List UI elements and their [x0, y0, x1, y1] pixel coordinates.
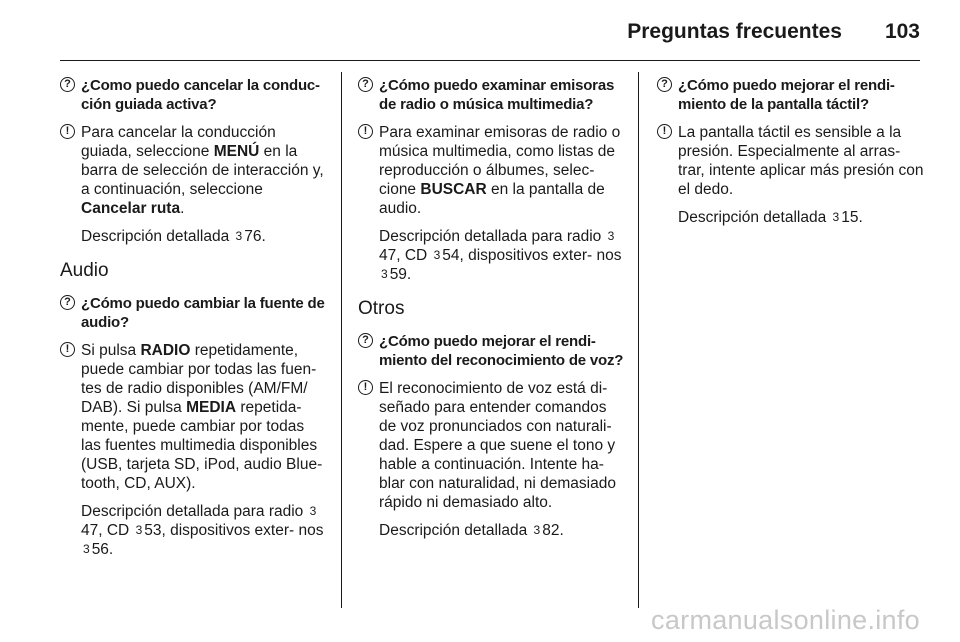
page-number: 103 [884, 20, 920, 43]
question-text: ¿Cómo puedo mejorar el rendi- miento de la pantalla táctil? [678, 77, 895, 113]
page-reference-icon: 3 [832, 210, 840, 224]
faq-question [657, 76, 925, 114]
question-icon: ? [60, 295, 75, 310]
question-text: ¿Cómo puedo cambiar la fuente de audio? [81, 295, 325, 331]
page-reference-icon: 3 [607, 229, 615, 243]
column-2 [358, 76, 626, 550]
column-1 [60, 76, 328, 569]
answer-text: Para examinar emisoras de radio o música multimedia, como listas de reproducción o álbumes, selec- cione BUSCAR en la pantalla de audio. [379, 124, 621, 217]
page-reference-icon: 3 [433, 248, 441, 262]
faq-answer [358, 379, 626, 512]
column-3 [657, 76, 925, 237]
page-reference-icon: 3 [235, 229, 243, 243]
page-reference-icon: 3 [381, 267, 388, 281]
detail-reference: Descripción detallada 3 15. [678, 209, 863, 226]
answer-text: La pantalla táctil es sensible a la presión. Especialmente al arras- trar, intente aplicar más presión con el dedo. [678, 124, 924, 198]
question-icon: ? [358, 77, 373, 92]
exclamation-icon: ! [358, 380, 373, 395]
question-icon: ? [657, 77, 672, 92]
page-title: Preguntas frecuentes [627, 20, 842, 43]
faq-answer [60, 341, 328, 493]
page-reference-icon: 3 [83, 542, 90, 556]
answer-text: El reconocimiento de voz está di- señado para entender comandos de voz pronunciados con naturali- dad. Espere a que suene el tono y hable a continuación. Intente ha- blar con naturalidad, ni demasiado rápido ni demasiado alto. [379, 380, 616, 511]
faq-answer [358, 123, 626, 218]
page-reference-icon: 3 [309, 504, 317, 518]
page-reference-icon: 3 [533, 523, 541, 537]
exclamation-icon: ! [657, 124, 672, 139]
faq-question [60, 76, 328, 114]
exclamation-icon: ! [60, 124, 75, 139]
question-text: ¿Como puedo cancelar la conduc- ción guiada activa? [81, 77, 320, 113]
detail-reference: Descripción detallada 3 82. [379, 522, 564, 539]
answer-text: Si pulsa RADIO repetidamente, puede cambiar por todas las fuen- tes de radio disponibles (AM/FM/ DAB). Si pulsa MEDIA repetida- mente, puede cambiar por todas las fuentes multimedia disponibles (USB, tarjeta SD, iPod, audio Blue- tooth, CD, AUX). [81, 342, 323, 492]
detail-reference: Descripción detallada para radio 347, CD 3 54, dispositivos exter- nos 3 59. [379, 228, 622, 283]
detail-reference: Descripción detallada para radio 347, CD 3 53, dispositivos exter- nos 3 56. [81, 503, 324, 558]
faq-question [358, 76, 626, 114]
question-icon: ? [60, 77, 75, 92]
faq-question [358, 332, 626, 370]
page-reference-icon: 3 [135, 523, 143, 537]
exclamation-icon: ! [60, 342, 75, 357]
detail-reference: Descripción detallada 3 76. [81, 228, 266, 245]
exclamation-icon: ! [358, 124, 373, 139]
page-header [0, 0, 960, 60]
faq-answer [657, 123, 925, 199]
question-text: ¿Cómo puedo examinar emisoras de radio o música multimedia? [379, 77, 615, 113]
answer-text: Para cancelar la conducción guiada, seleccione MENÚ en la barra de selección de interacción y, a continuación, seleccione Cancelar ruta. [81, 124, 324, 217]
header-divider [60, 60, 920, 61]
watermark: carmanualsonline.info [651, 605, 920, 635]
question-text: ¿Cómo puedo mejorar el rendi- miento del reconocimiento de voz? [379, 333, 624, 369]
column-divider [638, 72, 639, 608]
faq-question [60, 294, 328, 332]
section-heading-otros: Otros [358, 298, 405, 319]
column-divider [341, 72, 342, 608]
faq-answer [60, 123, 328, 218]
section-heading-audio: Audio [60, 260, 109, 281]
question-icon: ? [358, 333, 373, 348]
